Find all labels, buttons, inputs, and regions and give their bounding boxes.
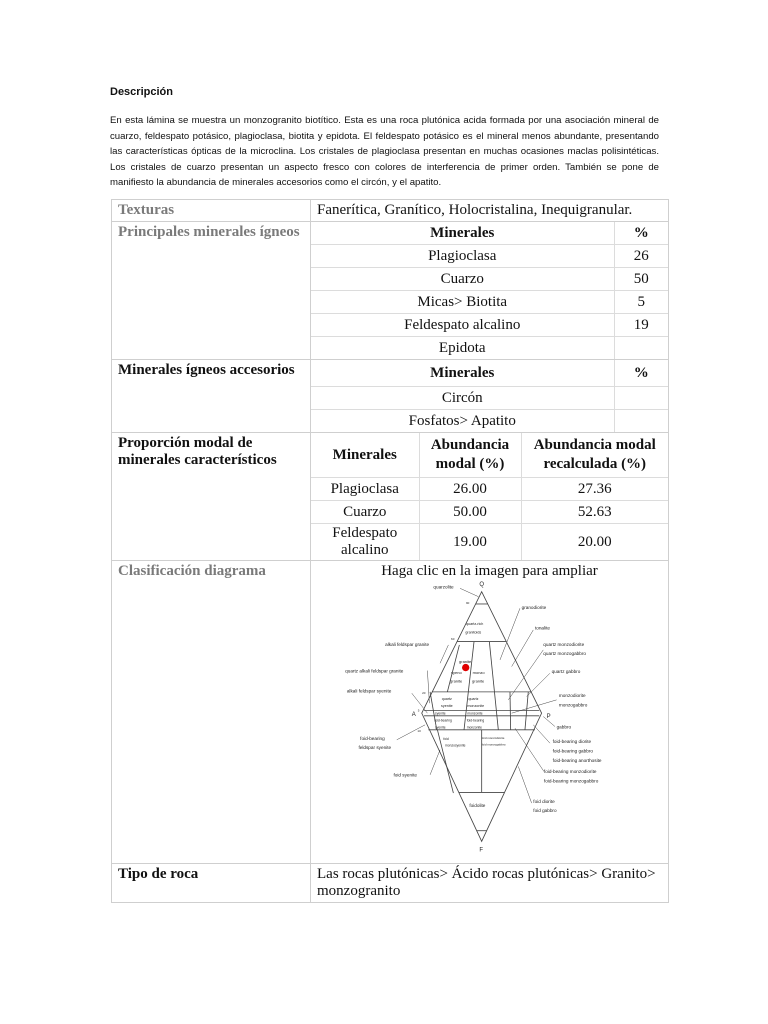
mineral-name: Feldespato alcalino: [311, 314, 614, 337]
tick: 90: [466, 600, 470, 605]
label: foid-bearing: [466, 718, 485, 723]
vertex-p: P: [546, 714, 551, 721]
table-row: [311, 268, 668, 291]
label: foid-bearing monzogabbro: [543, 778, 599, 784]
label: granitoids: [465, 630, 482, 635]
row-clasificacion: [112, 561, 669, 864]
mineral-name: Fosfatos> Apatito: [311, 410, 614, 433]
header-recalculada: Abundancia modal recalculada (%): [521, 433, 668, 478]
recalc-value: 52.63: [521, 501, 668, 524]
label: granite: [450, 678, 463, 684]
accesorios-table: [311, 360, 668, 432]
mineral-name: Epidota: [311, 337, 614, 360]
accesorios-label: Minerales ígneos accesorios: [112, 360, 311, 433]
header-pct: %: [614, 222, 668, 245]
table-row: [311, 337, 668, 360]
modal-value: 19.00: [419, 524, 521, 561]
label: foid-bearing: [360, 735, 385, 741]
recalc-value: 20.00: [521, 524, 668, 561]
label: syeno: [451, 669, 462, 675]
label: quartz monzogabbro: [543, 651, 586, 657]
table-row: [311, 524, 668, 561]
label: monzo: [472, 669, 485, 675]
header-abundancia: Abundancia modal (%): [419, 433, 521, 478]
modal-value: 50.00: [419, 501, 521, 524]
rock-info-table: [111, 199, 669, 903]
proporcion-table: [311, 433, 668, 560]
label: quartz monzodiorite: [543, 641, 585, 647]
label: foid-bearing gabbro: [552, 748, 593, 754]
vertex-q: Q: [479, 581, 485, 588]
label: foid-bearing: [434, 718, 452, 723]
mineral-pct: [614, 410, 668, 433]
label: foid: [443, 736, 449, 741]
label: foid monzogabbro: [481, 742, 506, 747]
description-title: Descripción: [110, 86, 173, 98]
mineral-pct: [614, 387, 668, 410]
label: quartz: [468, 696, 479, 701]
table-row: [311, 410, 668, 433]
label: monzogabbro: [558, 702, 588, 708]
mineral-name: Micas> Biotita: [311, 291, 614, 314]
label: quartz-rich: [466, 621, 484, 626]
header-pct: %: [614, 360, 668, 387]
label: syenite: [435, 725, 446, 730]
label: granite: [459, 659, 472, 665]
row-accesorios: [112, 360, 669, 433]
label: feldspar syenite: [358, 744, 392, 750]
mineral-pct: 50: [614, 268, 668, 291]
texturas-label: Texturas: [112, 200, 311, 222]
label: granodiorite: [521, 604, 547, 610]
mineral-name: Plagioclasa: [311, 478, 419, 501]
qapf-diagram[interactable]: [340, 580, 640, 863]
tick: 60: [451, 636, 455, 641]
mineral-name: Feldespato alcalino: [311, 524, 419, 561]
label: foid diorite: [533, 799, 555, 805]
description-body: En esta lámina se muestra un monzogranito biotítico. Esta es una roca plutónica acida formada por una asociación mineral de cuarzo, feldespato potásico, plagioclasa, biotita y epidota. El feldespato potásico es el mineral menos abundante, presentando las características ópticas de la microclina. Los cristales de plagioclasa presentan en muchas ocasiones maclas polisintéticas. Los cristales de cuarzo presentan un aspecto fresco con colores de interferencia de primer orden. También se pone de manifiesto la abundancia de minerales accesorios como el circón, y el apatito.: [110, 115, 659, 189]
diagram-cell[interactable]: [311, 561, 669, 864]
row-texturas: [112, 200, 669, 222]
proporcion-label: Proporción modal de minerales característicos: [112, 433, 311, 561]
label: monzonite: [466, 725, 482, 730]
label: tonalite: [534, 625, 550, 631]
tick: 5: [417, 708, 420, 713]
tipo-value: Las rocas plutónicas> Ácido rocas plutónicas> Granito> monzogranito: [311, 864, 669, 903]
principales-label: Principales minerales ígneos: [112, 222, 311, 360]
table-row: [311, 387, 668, 410]
mineral-pct: [614, 337, 668, 360]
label: quarzolite: [433, 584, 454, 590]
sample-marker: [462, 664, 469, 671]
mineral-pct: 19: [614, 314, 668, 337]
label: foid-bearing diorite: [552, 739, 592, 745]
label: alkali feldspar granite: [385, 641, 430, 647]
tipo-label: Tipo de roca: [112, 864, 311, 903]
label: monzodiorite: [558, 693, 586, 699]
label: foid-bearing anorthosite: [552, 757, 602, 763]
principales-table: [311, 222, 668, 359]
row-principales: [112, 222, 669, 360]
table-row: [311, 291, 668, 314]
label: alkali feldspar syenite: [346, 688, 392, 694]
label: gabbro: [556, 724, 572, 730]
clasificacion-label: Clasificación diagrama: [112, 561, 311, 864]
modal-value: 26.00: [419, 478, 521, 501]
label: monzonite: [467, 704, 485, 709]
label: quartz alkali feldspar granite: [345, 668, 404, 674]
mineral-name: Cuarzo: [311, 268, 614, 291]
header-minerales: Minerales: [311, 433, 419, 478]
table-row: [311, 314, 668, 337]
label: quartz gabbro: [551, 669, 581, 675]
label: foid monzodiorite: [481, 735, 505, 740]
header-minerales: Minerales: [311, 360, 614, 387]
label: monzosyenite: [445, 743, 466, 748]
mineral-pct: 26: [614, 245, 668, 268]
row-tipo: [112, 864, 669, 903]
tick: 10: [417, 728, 421, 733]
label: syenite: [435, 711, 446, 716]
mineral-pct: 5: [614, 291, 668, 314]
vertex-f: F: [479, 847, 484, 854]
label: granite: [472, 678, 485, 684]
header-minerales: Minerales: [311, 222, 614, 245]
label: foid syenite: [393, 772, 418, 778]
mineral-name: Plagioclasa: [311, 245, 614, 268]
mineral-name: Circón: [311, 387, 614, 410]
label: syenite: [441, 704, 453, 709]
label: foidolite: [469, 803, 486, 809]
label: quartz: [441, 696, 452, 701]
diagram-caption[interactable]: Haga clic en la imagen para ampliar: [381, 563, 598, 579]
table-row: [311, 478, 668, 501]
texturas-value: Fanerítica, Granítico, Holocristalina, Inequigranular.: [311, 200, 669, 222]
diagram-labels: [345, 582, 602, 853]
table-row: [311, 501, 668, 524]
label: foid gabbro: [533, 808, 557, 814]
label: foid-bearing monzodiorite: [543, 769, 597, 775]
row-proporcion: [112, 433, 669, 561]
table-row: [311, 245, 668, 268]
label: monzonite: [467, 711, 483, 716]
recalc-value: 27.36: [521, 478, 668, 501]
mineral-name: Cuarzo: [311, 501, 419, 524]
vertex-a: A: [411, 711, 416, 718]
tick: 20: [422, 690, 426, 695]
